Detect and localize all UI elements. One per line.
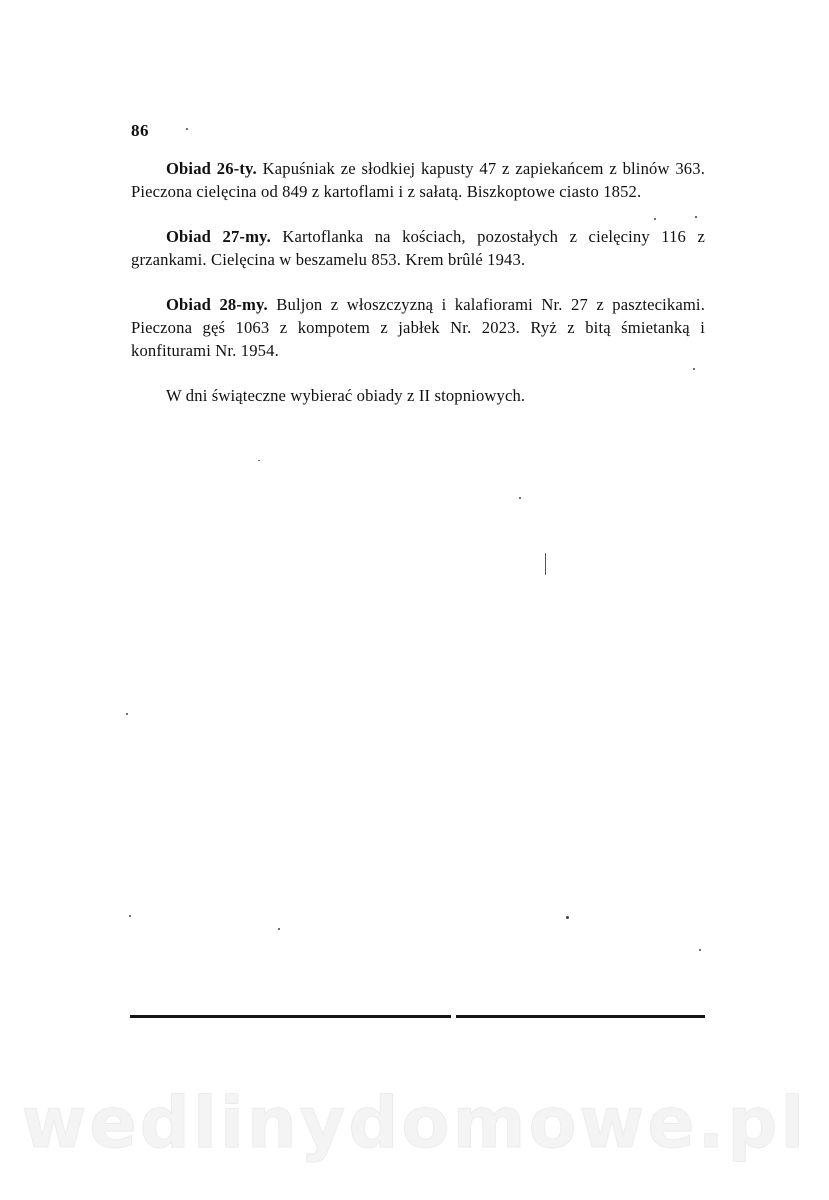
scan-speck bbox=[566, 916, 569, 919]
page-number: 86 bbox=[131, 121, 149, 140]
meal-label: Obiad 26-ty. bbox=[166, 159, 257, 178]
watermark: wedlinydomowe.pl bbox=[21, 1082, 808, 1164]
scan-speck bbox=[699, 949, 701, 951]
meal-entry-26 bbox=[131, 157, 705, 203]
page-content bbox=[131, 157, 705, 429]
scan-speck bbox=[695, 216, 697, 218]
scan-speck bbox=[278, 928, 280, 930]
scan-speck bbox=[186, 128, 188, 130]
bottom-rule bbox=[130, 1015, 705, 1018]
meal-entry-27 bbox=[131, 225, 705, 271]
meal-text: Buljon z włoszczyzną i kalafiorami Nr. 27 z pasztecikami. Pieczona gęś 1063 z kompotem z jabłek Nr. 2023. Ryż z bitą śmietanką i konfiturami Nr. 1954. bbox=[131, 295, 705, 360]
scan-speck bbox=[126, 713, 128, 715]
meal-text: Kapuśniak ze słodkiej kapusty 47 z zapiekańcem z blinów 363. Pieczona cielęcina od 849 z kartoflami i z sałatą. Biszkoptowe ciasto 1852. bbox=[131, 159, 705, 201]
meal-label: Obiad 27-my. bbox=[166, 227, 271, 246]
meal-text: Kartoflanka na kościach, pozostałych z cielęciny 116 z grzankami. Cielęcina w beszamelu 853. Krem brûlé 1943. bbox=[131, 227, 705, 269]
scan-speck bbox=[654, 218, 656, 220]
scan-speck bbox=[693, 368, 695, 370]
meal-label: Obiad 28-my. bbox=[166, 295, 268, 314]
scan-speck bbox=[129, 915, 131, 917]
scan-speck bbox=[258, 460, 260, 461]
holiday-note: W dni świąteczne wybierać obiady z II stopniowych. bbox=[166, 386, 526, 405]
scan-speck bbox=[545, 553, 546, 575]
bottom-rule-gap bbox=[451, 1014, 456, 1019]
meal-entry-28 bbox=[131, 293, 705, 362]
scan-speck bbox=[519, 497, 521, 499]
